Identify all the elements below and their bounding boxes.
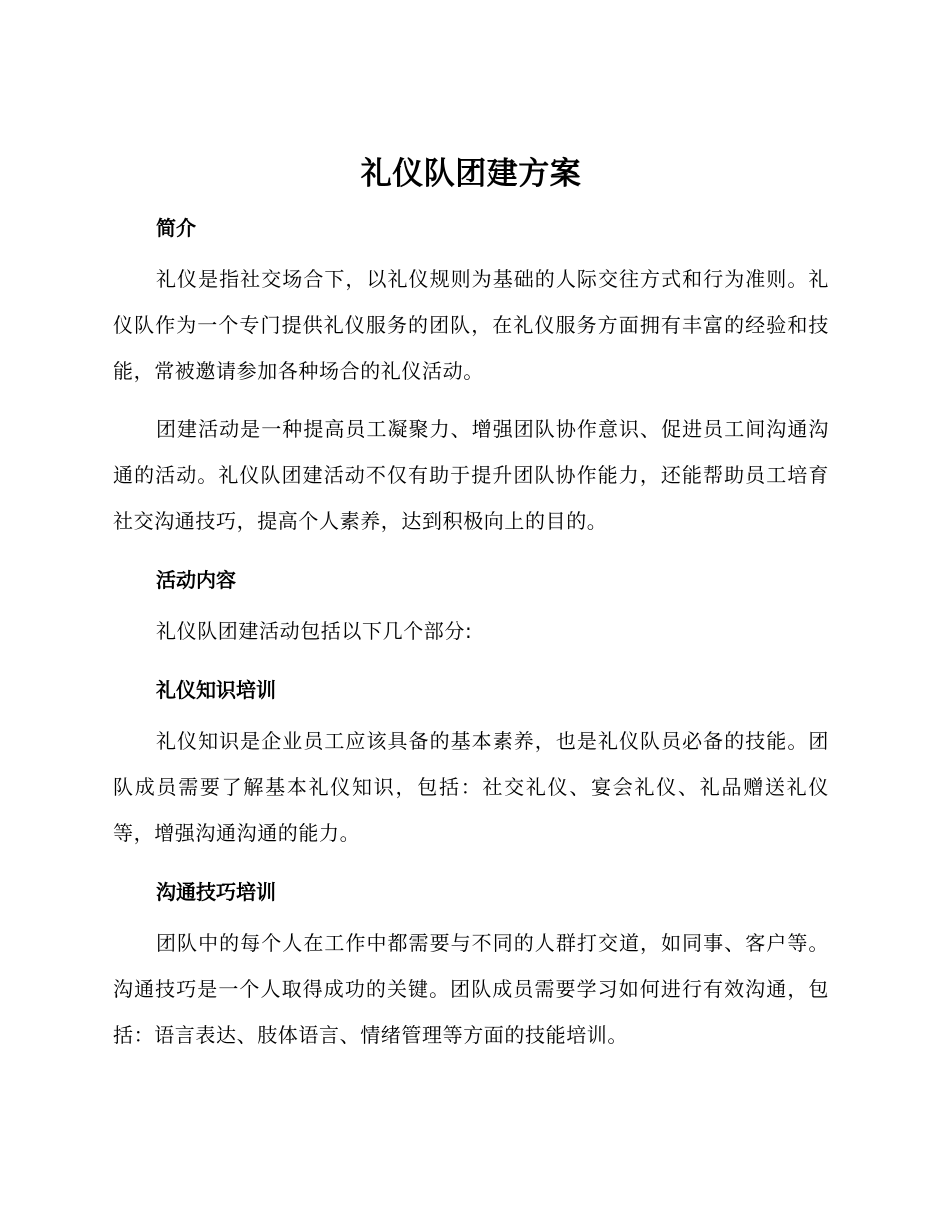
- section-heading-etiquette-training: 礼仪知识培训: [156, 678, 276, 702]
- intro-paragraph-2: 团建活动是一种提高员工凝聚力、增强团队协作意识、促进员工间沟通沟通的活动。礼仪队团建活动不仅有助于提升团队协作能力，还能帮助员工培育社交沟通技巧，提高个人素养，达到积极向上的目的。: [113, 417, 829, 533]
- intro-paragraph-1: 礼仪是指社交场合下，以礼仪规则为基础的人际交往方式和行为准则。礼仪队作为一个专门提供礼仪服务的团队，在礼仪服务方面拥有丰富的经验和技能，常被邀请参加各种场合的礼仪活动。: [113, 267, 829, 383]
- document-title: 礼仪队团建方案: [360, 156, 582, 192]
- document-body: [113, 148, 829, 1058]
- communication-training-paragraph: 团队中的每个人在工作中都需要与不同的人群打交道，如同事、客户等。沟通技巧是一个人取得成功的关键。团队成员需要学习如何进行有效沟通，包括：语言表达、肢体语言、情绪管理等方面的技能培训。: [113, 931, 829, 1047]
- section-heading-communication-training: 沟通技巧培训: [156, 880, 276, 904]
- activities-paragraph: 礼仪队团建活动包括以下几个部分:: [156, 619, 473, 643]
- section-heading-activities: 活动内容: [156, 568, 236, 592]
- etiquette-training-paragraph: 礼仪知识是企业员工应该具备的基本素养，也是礼仪队员必备的技能。团队成员需要了解基本礼仪知识，包括：社交礼仪、宴会礼仪、礼品赠送礼仪等，增强沟通沟通的能力。: [113, 729, 829, 845]
- section-heading-intro: 简介: [156, 216, 196, 240]
